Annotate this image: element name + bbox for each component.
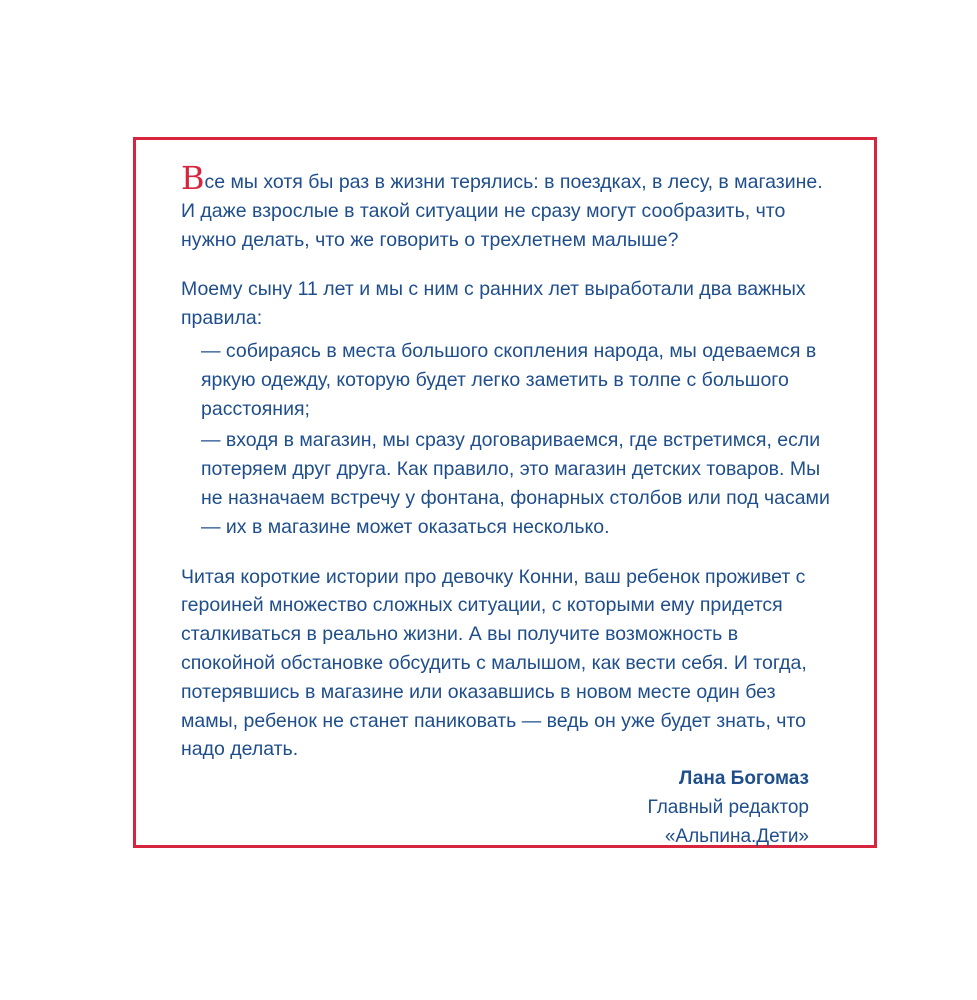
author-role: Главный редактор — [647, 797, 809, 819]
rules-intro-paragraph: Моему сыну 11 лет и мы с ним с ранних лет выработали два важных правила: — [181, 278, 806, 330]
closing-paragraph: Читая короткие истории про девочку Конни, ваш ребенок проживет с героиней множество сложных ситуации, с которыми ему придется сталкиваться в реально жизни. А вы получите возможность в спокойной обстановке обсудить с малышом, как вести себя. И тогда, потерявшись в магазине или оказавшись в новом месте один без мамы, ребенок не станет паниковать — ведь он уже будет знать, что надо делать. — [181, 565, 807, 761]
rule-item-2: — входя в магазин, мы сразу договариваемся, где встретимся, если потеряем друг друга. Как правило, это магазин детских товаров. Мы не назначаем встречу у фонтана, фонарных столбов или под часами — их в магазине может оказаться несколько. — [201, 429, 830, 538]
rule-item-1: — собираясь в места большого скопления народа, мы одеваемся в яркую одежду, которую будет легко заметить в толпе с большого расстояния; — [201, 339, 817, 420]
signature-block — [181, 764, 831, 851]
text-content — [181, 159, 831, 851]
intro-paragraph — [181, 159, 831, 254]
author-name: Лана Богомаз — [678, 768, 809, 790]
red-frame — [133, 137, 877, 848]
intro-text: се мы хотя бы раз в жизни терялись: в поездках, в лесу, в магазине. И даже взрослые в такой ситуации не сразу могут сообразить, что нужно делать, что же говорить о трехлетнем малыше? — [181, 171, 823, 251]
author-organization: «Альпина.Дети» — [664, 826, 809, 848]
drop-cap: В — [181, 159, 205, 197]
